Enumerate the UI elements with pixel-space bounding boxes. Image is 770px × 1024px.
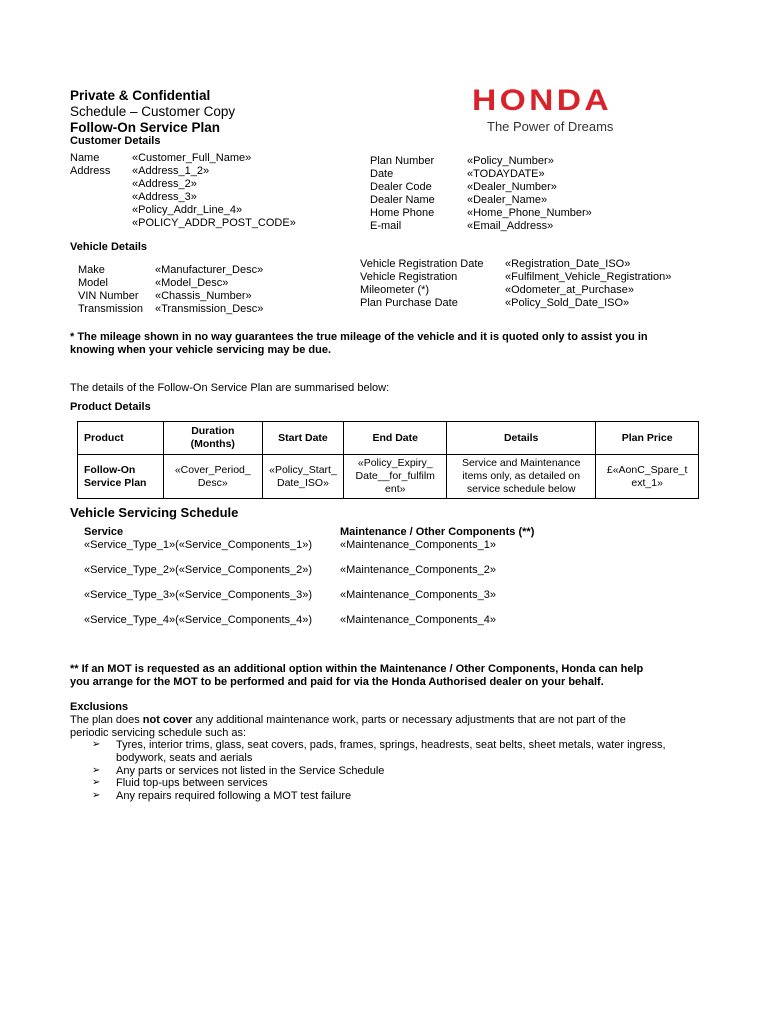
make-value: «Manufacturer_Desc» xyxy=(155,264,264,276)
plan-number-value: «Policy_Number» xyxy=(467,155,554,167)
model-value: «Model_Desc» xyxy=(155,277,229,289)
vehicle-labels xyxy=(78,264,143,316)
maintenance-item: «Maintenance_Components_4» xyxy=(340,614,496,626)
table-cell-details xyxy=(447,455,596,499)
honda-logo xyxy=(472,86,613,134)
dealer-code-value: «Dealer_Number» xyxy=(467,181,557,193)
registration-values xyxy=(505,258,671,310)
arrow-bullet-icon: ➢ xyxy=(92,790,101,802)
maintenance-column-heading: Maintenance / Other Components (**) xyxy=(340,526,535,538)
summary-text: The details of the Follow-On Service Plan are summarised below: xyxy=(70,382,390,394)
list-item-text: Tyres, interior trims, glass, seat covers, pads, frames, springs, headrests, seat belts, sheet metals, water ingress, bodywork, seats and aerials xyxy=(116,739,666,764)
logo-tagline: The Power of Dreams xyxy=(487,119,614,134)
address-label: Address xyxy=(70,165,111,177)
exclusions-heading: Exclusions xyxy=(70,701,129,713)
mileometer-label: Mileometer (*) xyxy=(360,284,430,296)
logo-wordmark: HONDA xyxy=(472,84,612,117)
registration-label: Vehicle Registration xyxy=(360,271,458,283)
dealer-name-value: «Dealer_Name» xyxy=(467,194,548,206)
list-item xyxy=(70,790,710,803)
vehicle-details-heading: Vehicle Details xyxy=(70,241,148,253)
table-cell-start-date xyxy=(262,455,344,499)
date-value: «TODAYDATE» xyxy=(467,168,545,180)
home-phone-label: Home Phone xyxy=(370,207,435,219)
exclusions-intro-emphasis: not cover xyxy=(142,714,193,726)
email-label: E-mail xyxy=(370,220,402,232)
mot-note-line: you arrange for the MOT to be performed and paid for via the Honda Authorised dealer on your behalf. xyxy=(70,676,604,688)
list-item xyxy=(70,777,710,790)
maintenance-item: «Maintenance_Components_1» xyxy=(340,539,496,551)
arrow-bullet-icon: ➢ xyxy=(92,777,101,789)
servicing-schedule-heading: Vehicle Servicing Schedule xyxy=(70,505,239,520)
mot-note-line: ** If an MOT is requested as an additional option within the Maintenance / Other Components, Honda can help xyxy=(70,663,644,675)
mileometer-value: «Odometer_at_Purchase» xyxy=(505,284,635,296)
exclusions-intro-text: The plan does xyxy=(70,714,143,726)
arrow-bullet-icon: ➢ xyxy=(92,764,101,776)
purchase-date-label: Plan Purchase Date xyxy=(360,297,458,309)
document-title: Follow-On Service Plan xyxy=(70,120,221,135)
column-header: Product xyxy=(78,422,164,455)
table-cell-text: «Policy_Start_Date_ISO» xyxy=(269,463,337,489)
dealer-code-label: Dealer Code xyxy=(370,181,432,193)
product-table xyxy=(77,421,699,499)
customer-labels xyxy=(70,152,110,178)
make-label: Make xyxy=(78,264,105,276)
maintenance-item: «Maintenance_Components_3» xyxy=(340,589,496,601)
registration-value: «Fulfilment_Vehicle_Registration» xyxy=(505,271,672,283)
address-line-value: «Policy_Addr_Line_4» xyxy=(132,204,243,216)
service-item: «Service_Type_1»(«Service_Components_1») xyxy=(84,539,313,551)
column-header-text: Duration (Months) xyxy=(190,425,235,450)
table-cell-product xyxy=(78,455,164,499)
address-line-value: «Address_1_2» xyxy=(132,165,210,177)
transmission-label: Transmission xyxy=(78,303,143,315)
customer-name-value: «Customer_Full_Name» xyxy=(132,152,252,164)
vehicle-values xyxy=(155,264,263,316)
list-item-text: Any repairs required following a MOT test failure xyxy=(116,790,352,803)
column-header: Details xyxy=(447,422,596,455)
column-header xyxy=(164,422,262,455)
list-item-text: Fluid top-ups between services xyxy=(116,777,268,790)
table-cell-duration xyxy=(164,455,262,499)
customer-details-heading: Customer Details xyxy=(70,135,161,147)
service-item: «Service_Type_2»(«Service_Components_2») xyxy=(84,564,313,576)
document-subtitle: Schedule – Customer Copy xyxy=(70,104,236,119)
table-cell-end-date xyxy=(344,455,447,499)
registration-date-label: Vehicle Registration Date xyxy=(360,258,484,270)
table-row xyxy=(78,455,699,499)
email-value: «Email_Address» xyxy=(467,220,554,232)
registration-date-value: «Registration_Date_ISO» xyxy=(505,258,631,270)
column-header: Start Date xyxy=(262,422,344,455)
mileage-disclaimer-line: * The mileage shown in no way guarantees the true mileage of the vehicle and it is quoted only to assist you in xyxy=(70,331,648,343)
transmission-value: «Transmission_Desc» xyxy=(155,303,264,315)
plan-info-values xyxy=(467,155,592,233)
date-label: Date xyxy=(370,168,394,180)
mileage-disclaimer xyxy=(70,331,648,357)
mot-note xyxy=(70,663,643,689)
table-cell-text: «Cover_Period_Desc» xyxy=(174,463,251,489)
table-header-row xyxy=(78,422,699,455)
service-column-heading: Service xyxy=(84,526,124,538)
list-item xyxy=(70,765,710,778)
registration-labels xyxy=(360,258,484,310)
model-label: Model xyxy=(78,277,108,289)
plan-info-labels xyxy=(370,155,435,233)
maintenance-item: «Maintenance_Components_2» xyxy=(340,564,496,576)
exclusions-intro xyxy=(70,714,626,727)
table-cell-price xyxy=(596,455,699,499)
list-item-text: Any parts or services not listed in the Service Schedule xyxy=(116,764,385,777)
column-header: Plan Price xyxy=(596,422,699,455)
vin-label: VIN Number xyxy=(78,290,139,302)
exclusions-intro-line: periodic servicing schedule such as: xyxy=(70,727,247,739)
list-item xyxy=(70,739,710,765)
customer-values xyxy=(132,152,296,230)
service-item: «Service_Type_3»(«Service_Components_3») xyxy=(84,589,313,601)
mileage-disclaimer-line: knowing when your vehicle servicing may be due. xyxy=(70,344,332,356)
plan-number-label: Plan Number xyxy=(370,155,435,167)
service-item: «Service_Type_4»(«Service_Components_4») xyxy=(84,614,313,626)
document-label-confidential: Private & Confidential xyxy=(70,88,211,103)
postcode-value: «POLICY_ADDR_POST_CODE» xyxy=(132,217,296,229)
table-cell-text: Follow-On Service Plan xyxy=(84,463,147,489)
arrow-bullet-icon: ➢ xyxy=(92,739,101,750)
exclusions-list xyxy=(70,739,710,803)
dealer-name-label: Dealer Name xyxy=(370,194,435,206)
product-details-heading: Product Details xyxy=(70,401,151,413)
home-phone-value: «Home_Phone_Number» xyxy=(467,207,592,219)
table-cell-text: Service and Maintenance items only, as detailed on service schedule below xyxy=(461,457,581,495)
address-line-value: «Address_2» xyxy=(132,178,197,190)
exclusions-intro-text: any additional maintenance work, parts or necessary adjustments that are not part of the xyxy=(192,714,626,726)
table-cell-text: «Policy_Expiry_Date__for_fulfilment» xyxy=(355,457,435,495)
column-header: End Date xyxy=(344,422,447,455)
table-cell-text: £«AonC_Spare_text_1» xyxy=(606,463,688,489)
purchase-date-value: «Policy_Sold_Date_ISO» xyxy=(505,297,630,309)
name-label: Name xyxy=(70,152,100,164)
address-line-value: «Address_3» xyxy=(132,191,197,203)
vin-value: «Chassis_Number» xyxy=(155,290,252,302)
